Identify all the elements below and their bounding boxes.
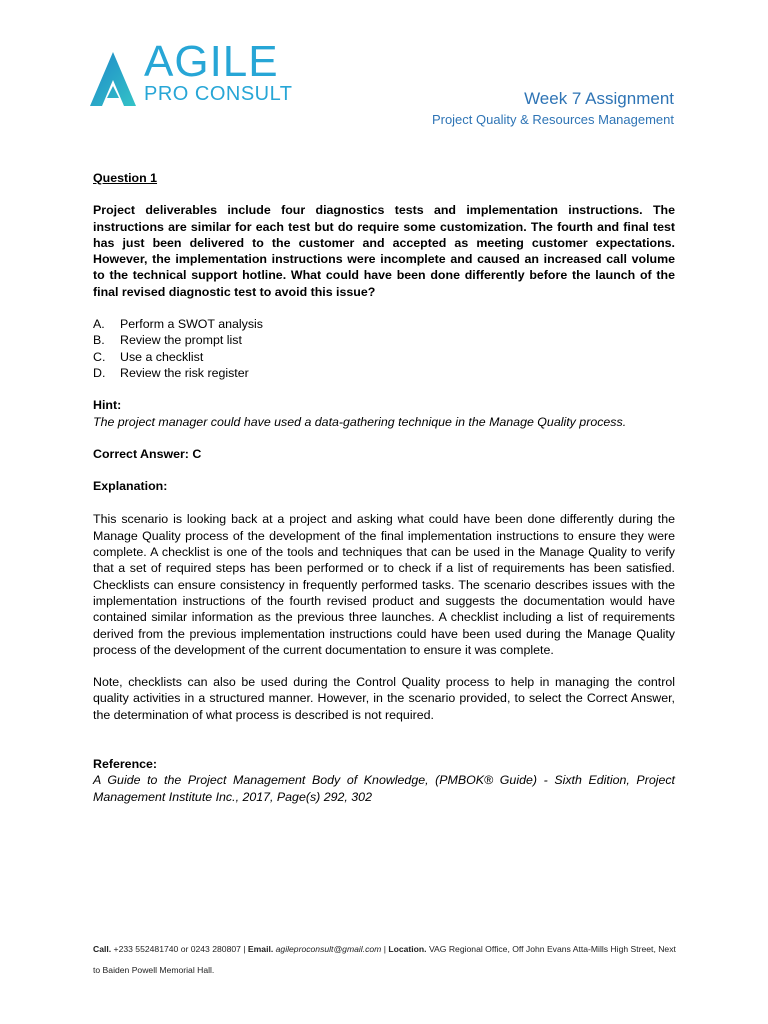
reference-label: Reference: — [93, 757, 158, 772]
contact-footer — [93, 939, 683, 981]
option-a — [93, 316, 675, 332]
option-text: Use a checklist — [120, 349, 204, 364]
option-letter: D. — [93, 365, 106, 380]
arrow-a-icon — [88, 50, 138, 110]
document-body — [93, 170, 675, 805]
explanation-note: Note, checklists can also be used during the Control Quality process to help in managing the control quality activities in a structured manner. However, in the scenario provided, to select the Correct Answer, the determination of what process is described is not required. — [93, 675, 675, 722]
option-d — [93, 365, 675, 381]
answer-options — [93, 316, 675, 381]
option-text: Perform a SWOT analysis — [120, 317, 263, 332]
option-text: Review the prompt list — [120, 333, 242, 348]
footer-separator: | — [381, 944, 389, 954]
question-text: Project deliverables include four diagnostics tests and implementation instructions. The instructions are similar for each test but do require some customization. The fourth and final test has just been delivered to the customer and accepted as meeting customer expectations. However, the implementation instructions were incomplete and caused an increased call volume to the technical support hotline. What could have been done differently before the launch of the final revised diagnostic test to avoid this issue? — [93, 203, 675, 299]
option-c — [93, 349, 675, 365]
hint-label: Hint: — [93, 398, 122, 413]
explanation-label: Explanation: — [93, 479, 168, 494]
brand-tagline: PRO CONSULT — [144, 83, 293, 105]
document-header — [432, 88, 674, 130]
hint-text: The project manager could have used a data-gathering technique in the Manage Quality process. — [93, 414, 627, 429]
page-subtitle: Project Quality & Resources Management — [431, 112, 674, 127]
brand-name: AGILE — [144, 37, 279, 86]
footer-separator: | — [240, 944, 248, 954]
option-text: Review the risk register — [120, 365, 249, 380]
question-heading: Question 1 — [93, 171, 158, 185]
email-label: Email. — [247, 944, 274, 954]
option-letter: A. — [93, 317, 105, 332]
phone-numbers: +233 552481740 or 0243 280807 — [113, 944, 241, 954]
company-logo — [88, 37, 328, 112]
location-address: VAG Regional Office, Off John Evans Atta-Mills High Street, Next to Baiden Powell Memorial Hall. — [93, 944, 676, 975]
page-title: Week 7 Assignment — [524, 89, 674, 108]
reference-text: A Guide to the Project Management Body of Knowledge, (PMBOK® Guide) - Sixth Edition, Project Management Institute Inc., 2017, Page(s) 292, 302 — [93, 773, 675, 804]
call-label: Call. — [93, 944, 112, 954]
option-b — [93, 332, 675, 348]
correct-answer: Correct Answer: C — [93, 446, 202, 461]
email-address[interactable]: agileproconsult@gmail.com — [275, 944, 382, 954]
option-letter: C. — [93, 349, 106, 364]
option-letter: B. — [93, 333, 105, 348]
explanation-paragraph: This scenario is looking back at a project and asking what could have been done differently during the Manage Quality process of the development of the final implementation instructions to ensure they were complete. A checklist is one of the tools and techniques that can be used in the Manage Quality to verify that a set of required steps has been performed or to check if a list of requirements has been satisfied. Checklists can ensure consistency in frequently performed tasks. The scenario describes issues with the implementation instructions of the fourth revised product and suggests the documentation would have contained similar information as the previous three launches. A checklist including a list of requirements derived from the previous implementation instructions could have been used during the Manage Quality process of the development of the current documentation to ensure it was complete. — [93, 512, 675, 657]
location-label: Location. — [388, 944, 427, 954]
